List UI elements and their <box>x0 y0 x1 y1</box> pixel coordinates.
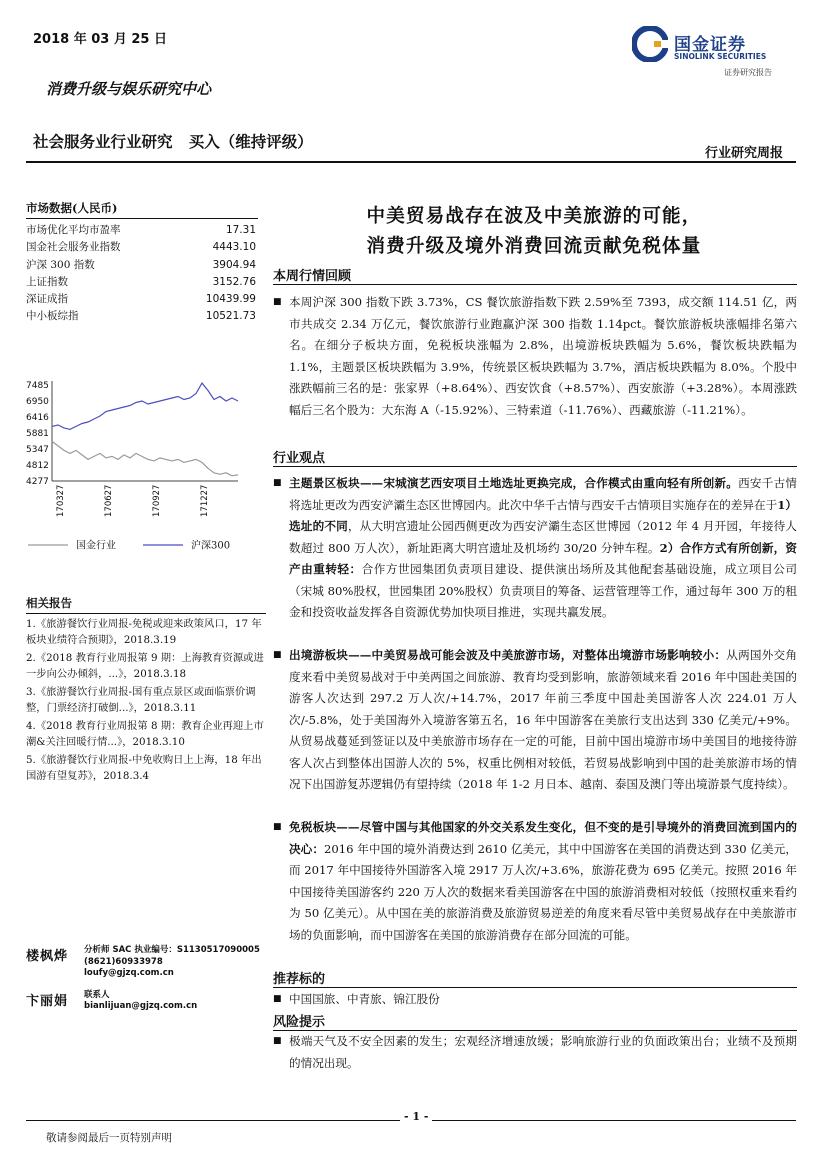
related-report-item[interactable]: 1.《旅游餐饮行业周报-免税或迎来政策风口，17 年板块业绩符合预期》，2018.3.19 <box>26 618 262 646</box>
market-value: 3904.94 <box>212 258 256 271</box>
market-value: 10521.73 <box>205 310 256 323</box>
view-1-point-2: 2）合作方式有所创新，资产由重转轻： <box>289 540 797 576</box>
analyst-name: 卞丽娟 <box>26 993 69 1009</box>
view-3-body: 2016 年中国的境外消费达到 2610 亿美元，其中中国游客在美国的消费达到 330 亿美元，而 2017 年中国接待外国游客入境 2917 万人次/+3.6%，旅游花费为 695 亿美元。按照 2016 年中国接待美国游客约 220 万人次的数据来看美国游客在中国的旅游消费相对较低（按照权重来看约为 50 亿美元）。从中国在美的旅游消费及旅游贸易逆差的角度来看尽管中美贸易战存在中美旅游市场的负面影响，而中国游客在美国的旅游消费存在部分回流的可能。 <box>289 841 797 942</box>
analyst-block <box>26 990 266 1013</box>
market-value: 3152.76 <box>212 275 256 288</box>
view-1-body-3: 合作方世园集团负责项目建设、提供演出场所及其他配套基础设施，成立项目公司（宋城 80%股权，世园集团 20%股权）负责项目的筹备、运营管理等工作，通过每年 300 万的租金和投资收益发挥各自资源优势加快项目推进，实现共赢发展。 <box>289 562 797 619</box>
section-title-risk: 风险提示 <box>273 1015 326 1030</box>
square-bullet-icon: ■ <box>273 994 282 1004</box>
section-title-picks: 推荐标的 <box>273 972 326 987</box>
view-text-3 <box>289 817 797 946</box>
section-title-view: 行业观点 <box>273 451 326 466</box>
market-row <box>26 257 256 274</box>
legend-label: 沪深300 <box>191 540 231 552</box>
industry-rating: 社会服务业行业研究 买入（维持评级） <box>33 133 313 151</box>
view-1-body: 西安千古情将选址更改为西安浐灞生态区世博园内。此次中华千古情与西安千古情项目实施存在的差异在于 <box>289 476 797 512</box>
market-value: 17.31 <box>225 224 256 236</box>
sinolink-logo-icon <box>632 26 668 62</box>
y-tick-label: 5347 <box>26 445 49 455</box>
analyst-email[interactable]: loufy@gjzq.com.cn <box>84 968 174 978</box>
market-data-title: 市场数据(人民币) <box>26 200 258 219</box>
analyst-license: 分析师 SAC 执业编号：S1130517090005 <box>84 945 260 955</box>
related-report-item[interactable]: 5.《旅游餐饮行业周报-中免收购日上上海，18 年出国游有望复苏》，2018.3.4 <box>26 754 262 782</box>
square-bullet-icon: ■ <box>273 297 282 307</box>
sidebar <box>26 200 264 1011</box>
market-label: 深证成指 <box>26 293 68 306</box>
square-bullet-icon: ■ <box>273 650 282 660</box>
section-divider <box>273 284 797 285</box>
risk-text: 极端天气及不安全因素的发生；宏观经济增速放缓；影响旅游行业的负面政策出台；业绩不及预期的情况出现。 <box>289 1034 797 1070</box>
analyst-email[interactable]: bianlijuan@gjzq.com.cn <box>84 1001 198 1011</box>
y-tick-label: 4812 <box>26 461 49 471</box>
related-reports-title: 相关报告 <box>26 595 266 614</box>
related-report-item[interactable]: 3.《旅游餐饮行业周报-国有重点景区或面临票价调整，门票经济打破倒...》，2018.3.11 <box>26 686 256 714</box>
view-text-1 <box>289 473 797 624</box>
report-type: 行业研究周报 <box>704 146 783 161</box>
analyst-phone: (8621)60933978 <box>84 956 163 967</box>
market-row <box>26 274 256 291</box>
related-report-item[interactable]: 2.《2018 教育行业周报第 9 期：上海教育资源或进一步向公办倾斜，...》，2018.3.18 <box>26 652 264 680</box>
analyst-info <box>84 990 197 1013</box>
headline-line-1: 中美贸易战存在波及中美旅游的可能， <box>366 206 702 227</box>
footer-disclaimer: 敬请参阅最后一页特别声明 <box>46 1132 172 1144</box>
picks-text: 中国国旅、中青旅、锦江股份 <box>289 992 440 1006</box>
market-label: 市场优化平均市盈率 <box>26 224 121 236</box>
view-3-heading: 免税板块——尽管中国与其他国家的外交关系发生变化，但不变的是引导境外的消费回流到国内的决心： <box>289 820 797 856</box>
view-text-2 <box>289 645 797 796</box>
market-value: 4443.10 <box>212 241 256 254</box>
y-tick-label: 6416 <box>26 413 49 423</box>
market-row <box>26 291 256 308</box>
risk-paragraph <box>273 1031 797 1074</box>
view-1-body-2: ，从大明宫遗址公园西侧更改为西安浐灞生态区世博园（2012 年 4 月开园，年接待人数超过 800 万人次），新址距离大明宫遗址及机场约 30/20 分钟车程。 <box>289 519 797 555</box>
section-divider <box>273 987 797 988</box>
analyst-name: 楼枫烨 <box>26 949 69 964</box>
logo-cn-text: 国金证券 <box>674 35 746 55</box>
related-report-item[interactable]: 4.《2018 教育行业周报第 8 期：教育企业再迎上市潮&关注回暖行情...》，2018.3.10 <box>26 720 264 748</box>
report-date: 2018 年 03 月 25 日 <box>33 32 167 47</box>
legend-label: 国金行业 <box>76 540 116 552</box>
section-divider <box>273 466 797 467</box>
picks-paragraph <box>273 989 797 1011</box>
analyst-block <box>26 945 266 980</box>
index-chart-svg <box>26 375 258 575</box>
market-data-table <box>26 222 256 326</box>
y-tick-label: 6950 <box>26 397 49 407</box>
research-center-name: 消费升级与娱乐研究中心 <box>46 80 212 98</box>
market-row <box>26 308 256 325</box>
view-2-body: 从两国外交角度来看中美贸易战对于中美两国之间旅游、教育均受到影响，旅游领域来看 2016 年中国赴美国的游客人次达到 297.2 万人次/+14.7%，2017 年前三季度中国赴美国游客人次 224.01 万人次/-5.8%，处于美国海外入境游客第五名，16 年中国游客在美旅行支出达到 330 亿美元/+9%。从贸易战蔓延到签证以及中美旅游市场存在一定的可能，目前中国出境游市场中美国目的地接待游客人次占到整体出国游人次的 5%，权重比例相对较低，若贸易战影响到中国的赴美旅游市场的情况下出国游复苏逻辑仍有望持续（2018 年 1-2 月日本、越南、泰国及澳门等出境游景气度持续）。 <box>289 648 797 791</box>
section-title-review: 本周行情回顾 <box>273 269 352 284</box>
series-line-guojin <box>52 441 238 475</box>
x-tick-label: 170627 <box>104 484 114 517</box>
analyst-contacts <box>26 945 266 1023</box>
view-paragraph-1 <box>273 473 797 624</box>
page-number: - 1 - <box>400 1110 432 1123</box>
company-logo <box>632 24 792 84</box>
headline-line-2: 消费升级及境外消费回流贡献免税体量 <box>366 236 702 257</box>
square-bullet-icon: ■ <box>273 1036 282 1046</box>
report-headline <box>272 202 796 262</box>
view-1-point-1: 1）选址的不同 <box>289 497 797 533</box>
review-text: 本周沪深 300 指数下跌 3.73%，CS 餐饮旅游指数下跌 2.59%至 7393，成交额 114.51 亿，两市共成交 2.34 万亿元，餐饮旅游行业跑赢沪深 300 指数 1.14pct。餐饮旅游板块涨幅排名第六名。在细分子板块方面，免税板块涨幅为 2.8%，出境游板块跌幅为 5.6%，餐饮板块跌幅为 1.1%，主题景区板块跌幅为 3.9%，传统景区板块跌幅为 3.7%，酒店板块跌幅为 8.0%。个股中涨跌幅前三名的是：张家界（+8.64%）、西安饮食（+8.57%）、西安旅游（+3.28%）。本周涨跌幅后三名个股为：大东海 A（-15.92%）、三特索道（-11.76%）、西藏旅游（-11.21%）。 <box>289 295 797 417</box>
market-row <box>26 239 256 256</box>
view-paragraph-2 <box>273 645 797 796</box>
x-tick-label: 170327 <box>56 484 66 517</box>
market-label: 中小板综指 <box>26 310 79 323</box>
market-value: 10439.99 <box>205 293 256 306</box>
x-tick-label: 170927 <box>152 484 162 517</box>
analyst-role: 联系人 <box>84 989 110 1000</box>
logo-subtitle: 证券研究报告 <box>724 68 772 77</box>
market-label: 上证指数 <box>26 275 68 288</box>
view-paragraph-3 <box>273 817 797 946</box>
logo-en-text: SINOLINK SECURITIES <box>674 52 767 61</box>
series-line-hs300 <box>52 383 238 429</box>
view-2-heading: 出境游板块——中美贸易战可能会波及中美旅游市场，对整体出境游市场影响较小： <box>289 648 727 662</box>
y-tick-label: 7485 <box>26 381 49 391</box>
x-tick-label: 171227 <box>200 484 210 517</box>
view-1-heading: 主题景区板块——宋城演艺西安项目土地选址更换完成，合作模式由重向轻有所创新。 <box>289 476 739 490</box>
y-tick-label: 4277 <box>26 477 49 487</box>
square-bullet-icon: ■ <box>273 478 282 488</box>
market-label: 国金社会服务业指数 <box>26 241 121 254</box>
analyst-info <box>84 945 260 980</box>
index-chart <box>26 375 258 575</box>
header-divider <box>26 161 796 163</box>
related-reports <box>26 595 266 784</box>
y-tick-label: 5881 <box>26 429 49 439</box>
review-paragraph <box>273 292 797 421</box>
market-label: 沪深 300 指数 <box>26 258 95 271</box>
square-bullet-icon: ■ <box>273 822 282 832</box>
market-row <box>26 222 256 239</box>
